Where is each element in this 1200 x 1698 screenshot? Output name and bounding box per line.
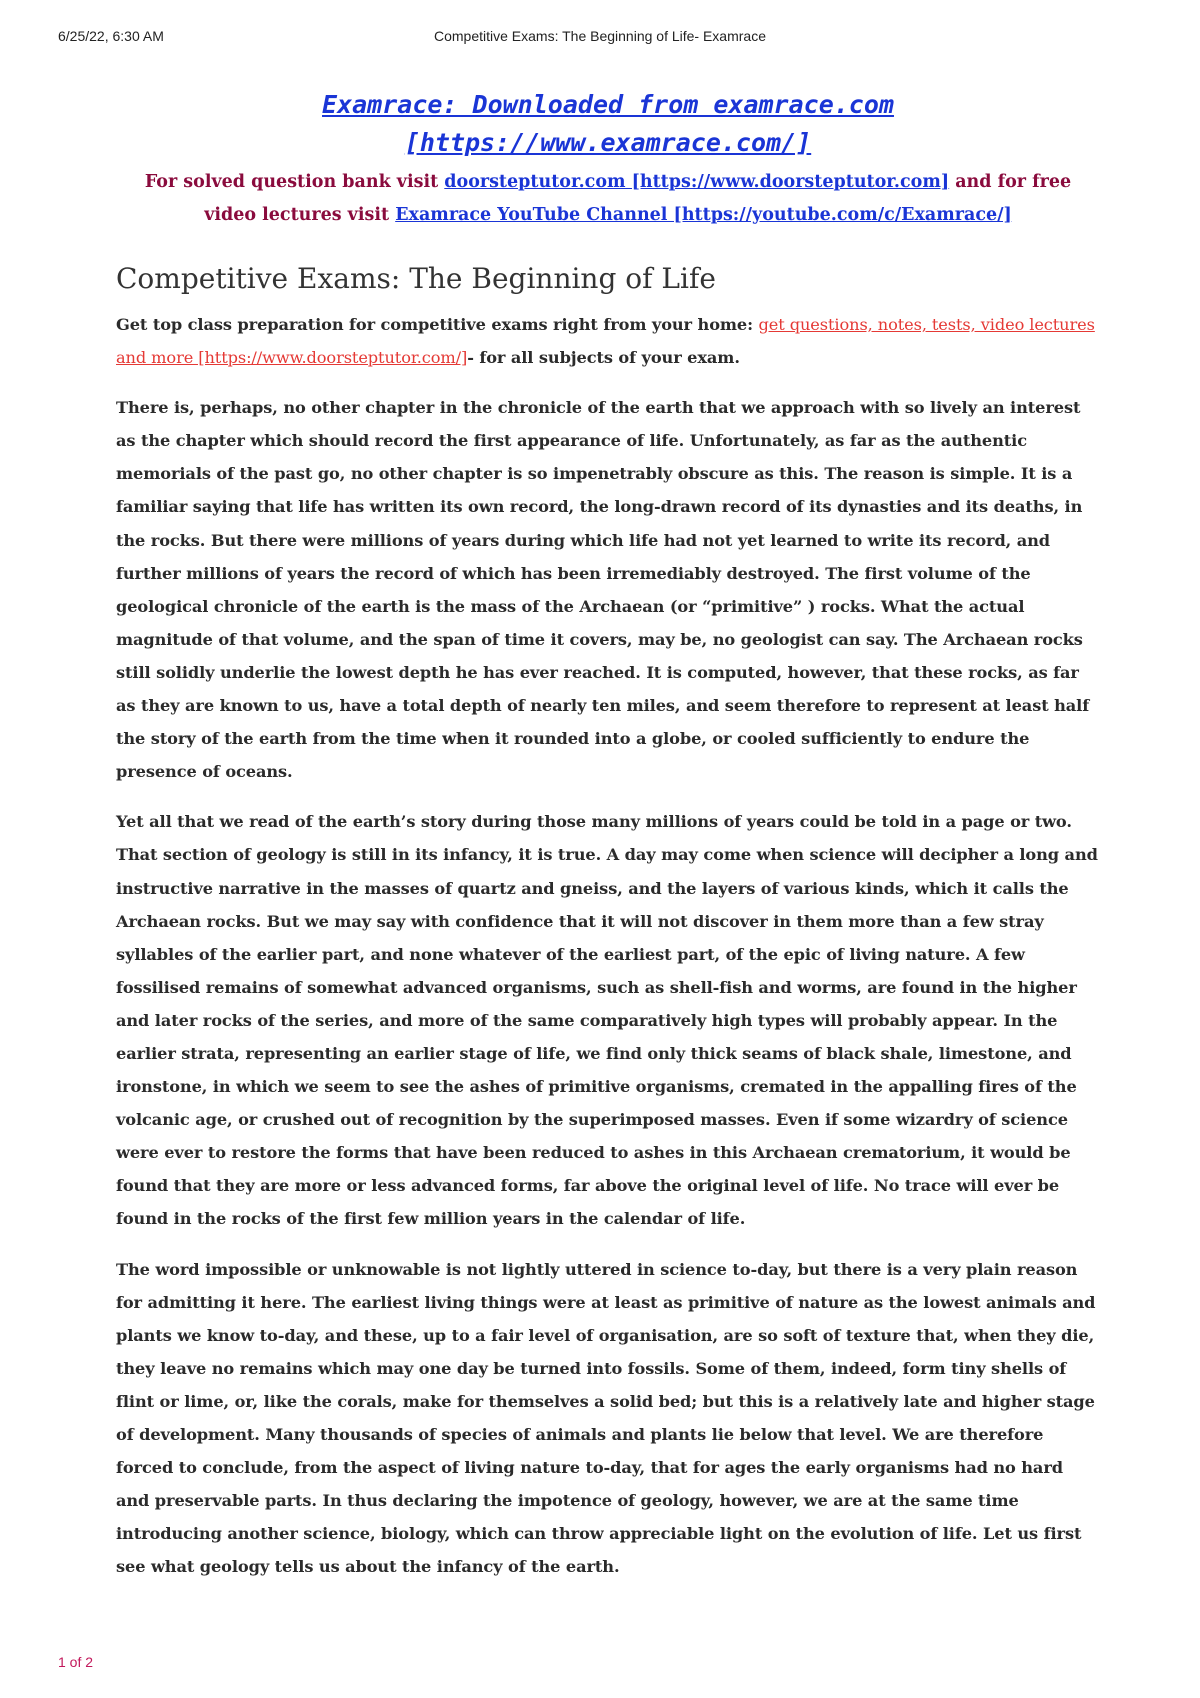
preparation-link[interactable]: get questions, notes, tests, video lectures and more [https://www.doorsteptutor.com/]: [116, 315, 1095, 368]
print-page-title: Competitive Exams: The Beginning of Life- Examrace: [433, 28, 766, 44]
youtube-channel-link[interactable]: Examrace YouTube Channel [https://youtube.com/c/Examrace/]: [395, 205, 1012, 225]
examrace-banner-link[interactable]: Examrace: Downloaded from examrace.com [https://www.examrace.com/]: [322, 90, 894, 157]
doorsteptutor-link[interactable]: doorsteptutor.com [https://www.doorsteptutor.com]: [444, 172, 950, 192]
promo-prefix: For solved question bank visit: [144, 172, 445, 192]
promo-text: [116, 166, 1100, 232]
intro-paragraph: [116, 308, 1100, 374]
article-paragraph-2: Yet all that we read of the earth’s story during those many millions of years could be told in a page or two. That section of geology is still in its infancy, it is true. A day may come when science will decipher a long and instructive narrative in the masses of quartz and gneiss, and the layers of various kinds, which it calls the Archaean rocks. But we may say with confidence that it will not discover in them more than a few stray syllables of the earlier part, and none whatever of the earliest part, of the epic of living nature. A few fossilised remains of somewhat advanced organisms, such as shell-fish and worms, are found in the higher and later rocks of the series, and more of the same comparatively high types will probably appear. In the earlier strata, representing an earlier stage of life, we find only thick seams of black shale, limestone, and ironstone, in which we seem to see the ashes of primitive organisms, cremated in the appalling fires of the volcanic age, or crushed out of recognition by the superimposed masses. Even if some wizardry of science were ever to restore the forms that have been reduced to ashes in this Archaean crematorium, it would be found that they are more or less advanced forms, far above the original level of life. No trace will ever be found in the rocks of the first few million years in the calendar of life.: [116, 812, 1098, 1229]
page-indicator: 1 of 2: [58, 1654, 94, 1670]
promo-middle: and for free video lectures visit: [204, 172, 1072, 225]
intro-suffix: - for all subjects of your exam.: [467, 348, 740, 368]
article-paragraph-1: There is, perhaps, no other chapter in the chronicle of the earth that we approach with so lively an interest as the chapter which should record the first appearance of life. Unfortunately, as far as the authentic memorials of the past go, no other chapter is so impenetrably obscure as this. The reason is simple. It is a familiar saying that life has written its own record, the long-drawn record of its dynasties and its deaths, in the rocks. But there were millions of years during which life had not yet learned to write its record, and further millions of years the record of which has been irremediably destroyed. The first volume of the geological chronicle of the earth is the mass of the Archaean (or “primitive” ) rocks. What the actual magnitude of that volume, and the span of time it covers, may be, no geologist can say. The Archaean rocks still solidly underlie the lowest depth he has ever reached. It is computed, however, that these rocks, as far as they are known to us, have a total depth of nearly ten miles, and seem therefore to represent at least half the story of the earth from the time when it rounded into a globe, or cooled sufficiently to endure the presence of oceans.: [116, 398, 1090, 782]
print-datetime: 6/25/22, 6:30 AM: [58, 28, 164, 44]
examrace-banner: [116, 86, 1100, 162]
document-body: [116, 86, 1100, 1600]
article-paragraph-3: The word impossible or unknowable is not lightly uttered in science to-day, but there is a very plain reason for admitting it here. The earliest living things were at least as primitive of nature as the lowest animals and plants we know to-day, and these, up to a fair level of organisation, are so soft of texture that, when they die, they leave no remains which may one day be turned into fossils. Some of them, indeed, form tiny shells of flint or lime, or, like the corals, make for themselves a solid bed; but this is a relatively late and higher stage of development. Many thousands of species of animals and plants lie below that level. We are therefore forced to conclude, from the aspect of living nature to-day, that for ages the early organisms had no hard and preservable parts. In thus declaring the impotence of geology, however, we are at the same time introducing another science, biology, which can throw appreciable light on the evolution of life. Let us first see what geology tells us about the infancy of the earth.: [116, 1259, 1096, 1577]
article-title: Competitive Exams: The Beginning of Life: [116, 262, 716, 295]
intro-prefix: Get top class preparation for competitive exams right from your home:: [116, 315, 759, 334]
